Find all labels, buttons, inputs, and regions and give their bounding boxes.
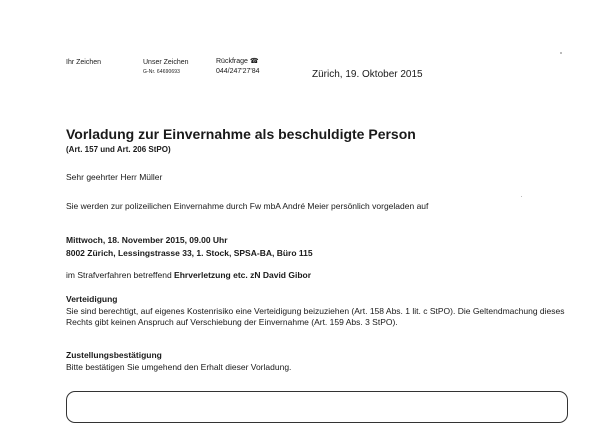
ihr-zeichen-label: Ihr Zeichen xyxy=(66,59,102,66)
case-line xyxy=(66,270,311,280)
verteidigung-text: Sie sind berechtigt, auf eigenes Kostenrisiko eine Verteidigung beizuziehen (Art. 158 Abs. 1 lit. c StPO). Die Geltendmachung dieses Rechts gibt keinen Anspruch auf Verschiebung der Einvernahme (Art. 159 Abs. 3 StPO). xyxy=(66,306,565,327)
salutation: Sehr geehrter Herr Müller xyxy=(66,172,163,182)
appointment-location: 8002 Zürich, Lessingstrasse 33, 1. Stock, SPSA-BA, Büro 115 xyxy=(66,248,313,258)
zustellung-heading: Zustellungsbestätigung xyxy=(66,350,162,360)
unser-zeichen-label: Unser Zeichen xyxy=(143,59,189,66)
letter-subtitle: (Art. 157 und Art. 206 StPO) xyxy=(66,145,171,154)
letter-title: Vorladung zur Einvernahme als beschuldigte Person xyxy=(66,126,416,142)
case-subject: Ehrverletzung etc. zN David Gibor xyxy=(174,270,312,280)
rueckfrage-phone: 044/247'27'84 xyxy=(216,68,260,75)
rueckfrage-label: Rückfrage xyxy=(216,58,248,65)
case-prefix: im Strafverfahren betreffend xyxy=(66,270,175,280)
verteidigung-heading: Verteidigung xyxy=(66,294,118,304)
zustellung-text: Bitte bestätigen Sie umgehend den Erhalt dieser Vorladung. xyxy=(66,362,292,372)
rueckfrage-block xyxy=(216,57,259,65)
appointment-datetime: Mittwoch, 18. November 2015, 09.00 Uhr xyxy=(66,235,228,245)
scan-speck xyxy=(521,196,522,197)
unser-zeichen-value: G-Nr. 64690693 xyxy=(143,69,180,75)
scan-speck xyxy=(560,52,562,54)
telephone-icon: ☎ xyxy=(249,58,259,65)
intro-text: Sie werden zur polizeilichen Einvernahme durch Fw mbA André Meier persönlich vorgeladen auf xyxy=(66,201,429,211)
confirmation-box xyxy=(66,391,568,423)
place-date: Zürich, 19. Oktober 2015 xyxy=(312,69,423,80)
